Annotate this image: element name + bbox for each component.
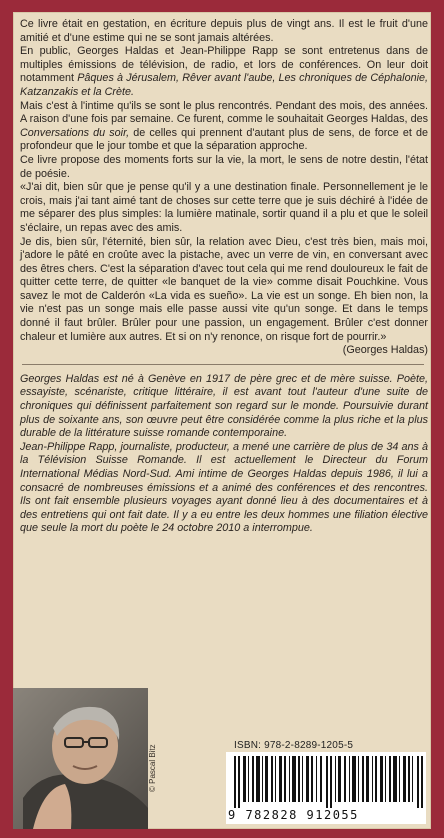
- barcode-bars: [234, 756, 424, 808]
- intimate-paragraph: [20, 100, 428, 154]
- divider: [22, 364, 424, 365]
- quote-paragraph-1: «J'ai dit, bien sûr que je pense qu'il y a une destination finale. Personnellement je le crois, mais j'ai tant aimé tant de choses sur cette terre que je suis déchiré à l'idée de me séparer des plus simples: la lumière matinale, sortir quand il a plu et que le soleil s'éclaire, un repas avec des amis.: [20, 181, 428, 234]
- quote-text: Je dis, bien sûr, l'éternité, bien sûr, la relation avec Dieu, c'est très bien, mais moi, j'adore le pâté en croûte avec la pistache, avec un verre de vin, en conversant avec des êtres chers. C'est la séparation d'avec tout cela qui me rend douloureux le fait de quitter cette terre, de quitter «le banquet de la vie» comme disait Pouchkine. Vous savez le mot de Calderón «La vida es sueño». La vie est un songe. Eh bien non, la vie n'est pas un songe mais elle passe aussi vite qu'un songe. Et dans le temps donné il faut brûler. Brûler pour une passion, un engagement. Brûler c'est donner chaleur et lumière aux autres. Et si on n'y renonce, on risque fort de pourrir.»: [20, 235, 428, 343]
- proposal-paragraph: Ce livre propose des moments forts sur la vie, la mort, le sens de notre destin, l'état de poésie.: [20, 153, 428, 180]
- rapp-bio: Jean-Philippe Rapp, journaliste, producteur, a mené une carrière de plus de 34 ans à la Télévision Suisse Romande. Il est actuellement le Directeur du Forum International Médias Nord-Sud. Ami intime de Georges Haldas depuis 1986, il lui a consacré de nombreuses émissions et a animé des conférences et des rencontres. Ils ont fait ensemble plusieurs voyages ayant donné lieu à des documentaires et à des entretiens qui ont fait date. Il y a eu entre les deux hommes une filiation élective que seule la mort du poète le 24 octobre 2010 a interrompue.: [20, 440, 428, 535]
- public-paragraph-text: En public, Georges Haldas et Jean-Philippe Rapp se sont entretenus dans de multiples émissions de télévision, de radio, et lors de conférences. On leur doit notamment: [20, 45, 428, 85]
- isbn-label: ISBN: 978-2-8289-1205-5: [234, 740, 354, 751]
- photo-credit: © Pascal Bitz: [148, 744, 157, 792]
- author-photo: [13, 688, 148, 829]
- intro-paragraph: Ce livre était en gestation, en écriture depuis plus de vingt ans. Il est le fruit d'une amitié et d'une estime qui ne se sont jamais altérées.: [20, 18, 428, 44]
- portrait-image: [13, 688, 148, 829]
- quote-paragraph-2: [20, 235, 428, 357]
- book-titles: Pâques à Jérusalem, Rêver avant l'aube, Les chroniques de Céphalonie, Katzanzakis et la Crète.: [20, 72, 428, 98]
- barcode-digits: 9 782828 912055: [228, 808, 359, 822]
- intimate-paragraph-text: Mais c'est à l'intime qu'ils se sont le plus rencontrés. Pendant des mois, des années. A raison d'une fois par semaine. Ce furent, comme le souhaitait Georges Haldas, des: [20, 99, 428, 126]
- blurb-text: [20, 18, 428, 536]
- intimate-paragraph-end: de celles qui prennent d'autant plus de sens, de force et de profondeur que le jour tombe et que la séparation approche.: [20, 126, 429, 153]
- public-paragraph: [20, 45, 428, 99]
- haldas-bio: Georges Haldas est né à Genève en 1917 de père grec et de mère suisse. Poète, essayiste, scénariste, critique littéraire, il est avant tout l'auteur d'une suite de chroniques qui définissent parfaitement son regard sur le monde. Poursuivie durant plus de soixante ans, son œuvre peut être considérée comme la plus riche et la plus durable de la littérature suisse romande contemporaine.: [20, 372, 428, 440]
- conversations-title: Conversations du soir,: [20, 126, 130, 139]
- barcode: [226, 752, 426, 824]
- quote-author: (Georges Haldas): [342, 344, 428, 357]
